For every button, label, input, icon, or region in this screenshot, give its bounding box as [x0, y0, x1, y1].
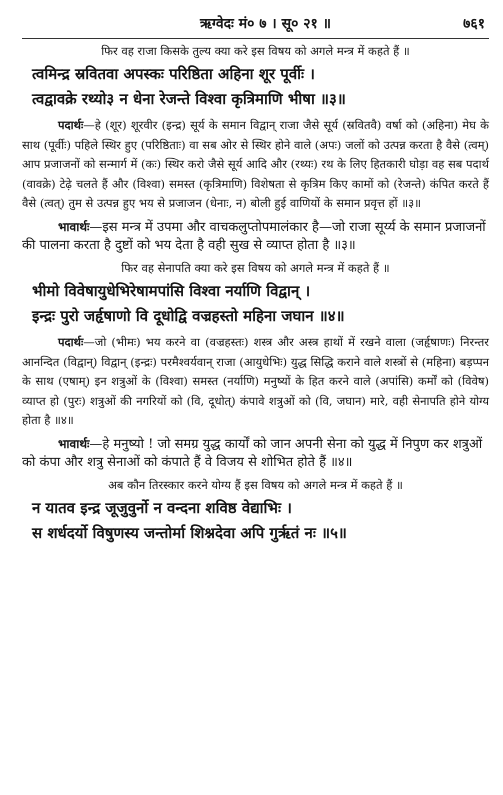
- mantra-line: इन्द्रः पुरो जर्हृषाणो वि दूधोद्वि वज्रहस्तो महिना जघान ॥४॥: [32, 306, 345, 325]
- page-header: [22, 6, 489, 39]
- padartha-paragraph: [22, 116, 489, 214]
- page-number: ७६१: [463, 16, 485, 32]
- padartha-label: पदार्थः: [58, 118, 84, 132]
- mantra-line: न यातव इन्द्र जूजुवुर्नो न वन्दना शविष्ठ वेद्याभिः ।: [32, 498, 292, 517]
- running-title: ऋग्वेदः मं० ७ । सू० २१ ॥: [199, 16, 332, 32]
- padartha-paragraph: [22, 333, 489, 431]
- mantra-line: त्वमिन्द्र स्रवितवा अपस्कः परिष्ठिता अहिना शूर पूर्वीः ।: [32, 65, 315, 83]
- mantra-line: भीमो विवेषायुधेभिरेषामपांसि विश्वा नर्याणि विद्वान् ।: [32, 281, 311, 300]
- mantra-line: स शर्धदर्यो विषुणस्य जन्तोर्मा शिश्नदेवा अपि गुर्ऋतं नः ॥५॥: [32, 523, 347, 542]
- bhavartha-label: भावार्थः: [58, 219, 90, 234]
- padartha-label: पदार्थः: [58, 334, 84, 349]
- bhavartha-paragraph: [22, 218, 489, 256]
- bhavartha-text: —हे मनुष्यो ! जो समग्र युद्ध कार्यों को जान अपनी सेना को युद्ध में निपुण कर शत्रुओं को कंपा और शत्रु सेनाओं को कंपाते हैं वे विजय से शोभित होते हैं ॥४॥: [22, 436, 483, 471]
- bhavartha-text: —इस मन्त्र में उपमा और वाचकलुप्तोपमालंकार है—जो राजा सूर्य्य के समान प्रजाजनों की पालना करता है दुष्टों को भय देता है वही सुख से व्याप्त होता है ॥३॥: [22, 219, 486, 254]
- padartha-text: —जो (भीमः) भय करने वा (वज्रहस्तः) शस्त्र और अस्त्र हाथों में रखने वाला (जर्हृषाणः) निरन्तर आनन्दित (विद्वान्) विद्वान् (इन्द्रः) परमैश्वर्यवान् राजा (आयुधेभिः) युद्ध सिद्धि कराने वाले शस्त्रों से (महिना) बड़प्पन के साथ (एषाम्) इन शत्रुओं के (विश्वा) समस्त (नर्याणि) मनुष्यों के हित करने वाले (अपांसि) कर्मों को (विवेष) व्याप्त हो (पुरः) शत्रुओं की नगरियों को (वि, दूधोत्) कंपावे शत्रुओं को (वि, जघान) मारे, वही सेनापति होने योग्य होता है ॥४॥: [22, 334, 489, 428]
- section-intro: अब कौन तिरस्कार करने योग्य हैं इस विषय को अगले मन्त्र में कहते हैं ॥: [108, 477, 403, 492]
- section-intro: फिर वह सेनापति क्या करे इस विषय को अगले मन्त्र में कहते हैं ॥: [121, 260, 390, 275]
- padartha-text: —हे (शूर) शूरवीर (इन्द्र) सूर्य के समान विद्वान् राजा जैसे सूर्य (स्रवितवै) वर्षा को (अहिना) मेघ के साथ (पूर्वीः) पहिले स्थिर हुए (परिष्ठिताः) वा सब ओर से स्थिर होने वाले (अपः) जलों को उत्पन्न करता है वैसे (त्वम्) आप प्रजाजनों को सन्मार्ग में (कः) स्थिर करो जैसे सूर्य आदि और (रथ्यः) रथ के लिए हितकारी घोड़ा वह सब पदार्थ (वावक्रे) टेढ़े चलते हैं और (विश्वा) समस्त (कृत्रिमाणि) विशेषता से कृत्रिम किए कामों को (रेजन्ते) कंपित करते हैं वैसे (त्वत्) तुम से उत्पन्न हुए भय से प्रजाजन (धेनाः, न) बोली हुई वाणियों के समान प्रवृत्त हों ॥३॥: [22, 118, 489, 211]
- section-intro: फिर वह राजा किसके तुल्य क्या करे इस विषय को अगले मन्त्र में कहते हैं ॥: [101, 44, 410, 58]
- bhavartha-paragraph: [22, 435, 489, 473]
- mantra-line: त्वद्वावक्रे रथ्यो३ न धेना रेजन्ते विश्वा कृत्रिमाणि भीषा ॥३॥: [32, 90, 346, 108]
- bhavartha-label: भावार्थः: [58, 436, 90, 451]
